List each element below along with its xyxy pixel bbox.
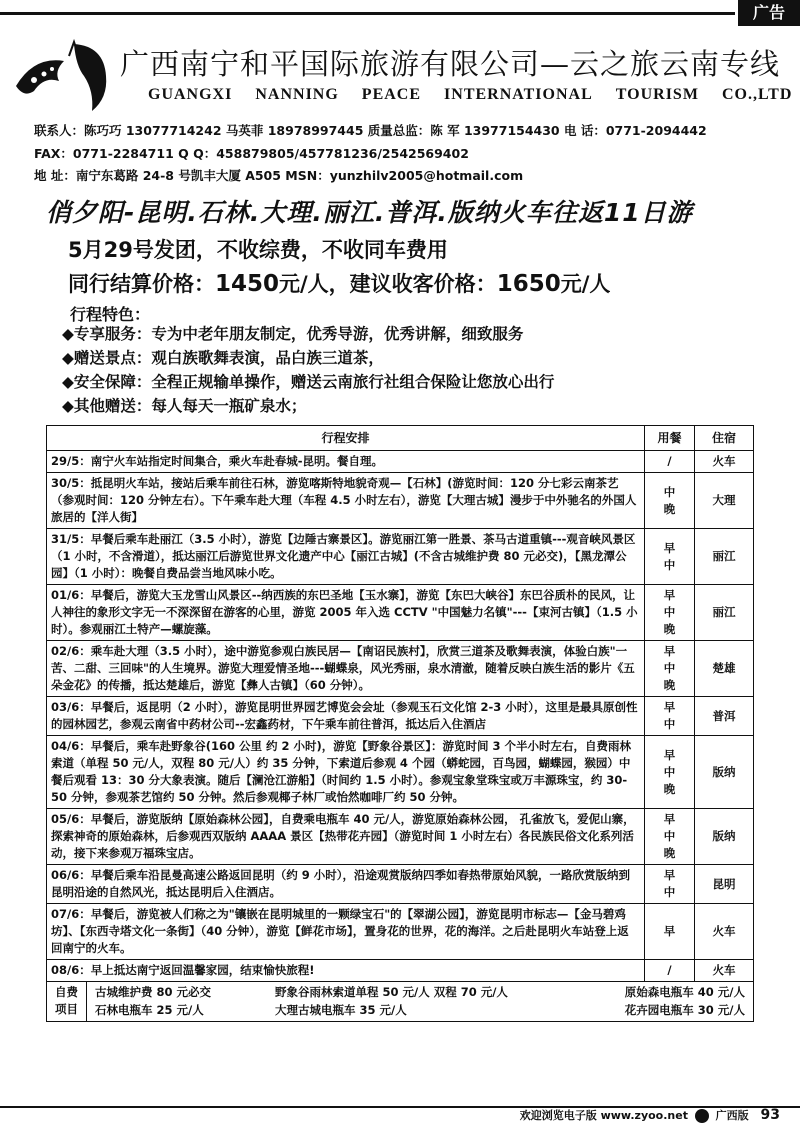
top-bar [0,0,800,26]
en-word: NANNING [255,86,339,103]
feature-item: ◆专享服务：专为中老年朋友制定，优秀导游，优秀讲解，细致服务 [62,325,524,343]
day-description: 04/6：早餐后，乘车赴野象谷(160 公里 约 2 小时)，游览【野象谷景区】：游览时间 3 个半小时左右，自费雨林索道（单程 50 元/人，双程 80 元/人）约 35 分钟，下索道后参观 4 个园（蟒蛇园，百鸟园，蝴蝶园，猴园）中餐后观看 13：30 分大象表演。随后【澜沧江游船】（时间约 1.5 小时）。参观宝象堂珠宝或万丰源珠宝，约 30-50 分钟，参观茶艺馆约 50 分钟。然后参观椰子林厂或怡然咖啡厂约 50 分钟。 [47,736,645,809]
day-meals: 早 中 [645,529,695,585]
day-lodging: 大理 [695,473,754,529]
page-number: 93 [760,1107,780,1123]
day-description: 05/6：早餐后，游览版纳【原始森林公园】，自费乘电瓶车 40 元/人，游览原始森林公园， 孔雀放飞，爱伲山寨，探索神奇的原始森林，后参观西双版纳 AAAA 景区【热带花卉园】（游览时间 1 小时左右）各民族民俗文化系列活动，接下来参观万福珠宝店。 [47,809,645,865]
day-description: 30/5：抵昆明火车站，接站后乘车前往石林，游览喀斯特地貌奇观—【石林】(游览时间：120 分七彩云南茶艺（参观时间：120 分钟左右）。下午乘车赴大理（车程 4.5 小时左右），游览【大理古城】漫步于中外驰名的外国人旅居的【洋人街】 [47,473,645,529]
en-word: CO.,LTD [721,86,793,103]
day-lodging: 火车 [695,960,754,982]
table-row [47,960,754,982]
departure-note: 5月29号发团，不收综费，不收同车费用 [68,238,448,262]
day-lodging: 火车 [695,904,754,960]
header-meals: 用餐 [645,426,695,451]
extra-item: 野象谷雨林索道单程 50 元/人 双程 70 元/人 [275,985,508,999]
extra-item: 大理古城电瓶车 35 元/人 [275,1003,407,1017]
day-meals: 早 [645,904,695,960]
features-list [62,322,554,418]
contact-line-people: 联系人：陈巧巧 13077714242 马英菲 18978997445 质量总监：陈 军 13977154430 电 话：0771-2094442 [34,123,707,138]
extras-label: 自费 项目 [47,982,87,1021]
day-meals: / [645,960,695,982]
table-row [47,809,754,865]
day-lodging: 昆明 [695,865,754,904]
day-meals: 早 中 晚 [645,736,695,809]
day-description: 02/6：乘车赴大理（3.5 小时），途中游览参观白族民居—【南诏民族村】，欣赏三道茶及歌舞表演，体验白族"一苦、二甜、三回味"的人生境界。游览大理爱情圣地---蝴蝶泉，风光秀丽，泉水清澈，随着反映白族生活的影片《五朵金花》的传播，抵达楚雄后，游览【彝人古镇】（60 分钟）。 [47,641,645,697]
extra-item: 花卉园电瓶车 30 元/人 [624,1003,745,1017]
feature-item: ◆安全保障：全程正规输单操作，赠送云南旅行社组合保险让您放心出行 [62,373,555,391]
en-word: TOURISM [615,86,699,103]
price-suffix: 元/人 [560,272,611,296]
price-line [68,268,610,298]
ad-badge: 广告 [738,0,800,26]
day-lodging: 版纳 [695,809,754,865]
peer-price: 1450 [215,271,280,297]
day-lodging: 普洱 [695,697,754,736]
extra-item: 古城维护费 80 元必交 [95,985,212,999]
company-name-cn: 广西南宁和平国际旅游有限公司—云之旅云南专线 [120,47,781,81]
top-rule [0,12,735,15]
price-mid: 元/人，建议收客价格： [279,272,497,296]
day-description: 06/6：早餐后乘车沿昆曼高速公路返回昆明（约 9 小时），沿途观赏版纳四季如春热带原始风貌，一路欣赏版纳到昆明沿途的自然风光，抵达昆明后入住酒店。 [47,865,645,904]
day-meals: 早 中 [645,865,695,904]
footer-website: 欢迎浏览电子版 www.zyoo.net [519,1109,688,1122]
en-word: INTERNATIONAL [444,86,593,103]
day-meals: 中 晚 [645,473,695,529]
contact-line-address: 地 址：南宁东葛路 24-8 号凯丰大厦 A505 MSN：yunzhilv2005@hotmail.com [34,168,524,183]
table-row [47,585,754,641]
price-prefix: 同行结算价格： [68,272,215,296]
day-meals: / [645,451,695,473]
day-description: 03/6：早餐后，返昆明（2 小时），游览昆明世界园艺博览会会址（参观玉石文化馆 2-3 小时），这里是最具原创性的园林园艺，参观云南省中药材公司--宏鑫药材，下午乘车前往普洱，抵达后入住酒店 [47,697,645,736]
table-row [47,904,754,960]
footer [520,1107,780,1123]
tour-headline: 俏夕阳-昆明.石林.大理.丽江.普洱.版纳火车往返11日游 [46,198,693,227]
day-lodging: 火车 [695,451,754,473]
day-meals: 早 中 晚 [645,585,695,641]
contact-line-fax: FAX：0771-2284711 Q Q：458879805/457781236/2542569402 [34,146,469,161]
day-description: 29/5：南宁火车站指定时间集合，乘火车赴春城-昆明。餐自理。 [47,451,645,473]
extras-row [47,982,754,1022]
company-name-en [148,86,800,104]
en-word: PEACE [361,86,422,103]
itinerary-table [46,425,754,1022]
feature-item: ◆赠送景点：观白族歌舞表演，品白族三道茶， [62,349,384,367]
header-itinerary: 行程安排 [47,426,645,451]
table-header-row [47,426,754,451]
day-meals: 早 中 [645,697,695,736]
table-row [47,865,754,904]
extra-item: 石林电瓶车 25 元/人 [95,1003,204,1017]
table-row [47,451,754,473]
day-lodging: 丽江 [695,529,754,585]
features-title: 行程特色： [70,305,151,324]
table-row [47,697,754,736]
day-description: 07/6：早餐后，游览被人们称之为"镶嵌在昆明城里的一颗绿宝石"的【翠湖公园】，游览昆明市标志—【金马碧鸡坊】、【东西寺塔文化一条街】（40 分钟），游览【鲜花市场】，置身花的世界，花的海洋。之后赴昆明火车站登上返回南宁的火车。 [47,904,645,960]
footer-edition: 广西版 [715,1109,749,1122]
feature-item: ◆其他赠送：每人每天一瓶矿泉水； [62,397,307,415]
day-meals: 早 中 晚 [645,809,695,865]
edition-icon [695,1109,709,1123]
header-lodging: 住宿 [695,426,754,451]
table-row [47,641,754,697]
day-meals: 早 中 晚 [645,641,695,697]
retail-price: 1650 [496,271,561,297]
day-lodging: 版纳 [695,736,754,809]
extra-item: 原始森电瓶车 40 元/人 [624,985,745,999]
day-description: 01/6：早餐后，游览大玉龙雪山风景区--纳西族的东巴圣地【玉水寨】，游览【东巴大峡谷】东巴谷质朴的民风，让人神往的象形文字无一不深深留在游客的心里，游览 2005 年入选 CCTV "中国魅力名镇"---【束河古镇】（1.5 小时）。参观丽江土特产—螺旋藻。 [47,585,645,641]
table-row [47,529,754,585]
day-description: 08/6：早上抵达南宁返回温馨家园，结束愉快旅程! [47,960,645,982]
table-row [47,473,754,529]
day-lodging: 丽江 [695,585,754,641]
en-word: GUANGXI [148,86,233,103]
company-logo [14,36,114,116]
day-lodging: 楚雄 [695,641,754,697]
day-description: 31/5：早餐后乘车赴丽江（3.5 小时），游览【边陲古寨景区】。游览丽江第一胜景、茶马古道重镇---观音峡风景区（1 小时，不含滑道），抵达丽江后游览世界文化遗产中心【丽江古城】(不含古城维护费 80 元必交)，【黑龙潭公园】（1 小时）：晚餐自费品尝当地风味小吃。 [47,529,645,585]
table-row [47,736,754,809]
